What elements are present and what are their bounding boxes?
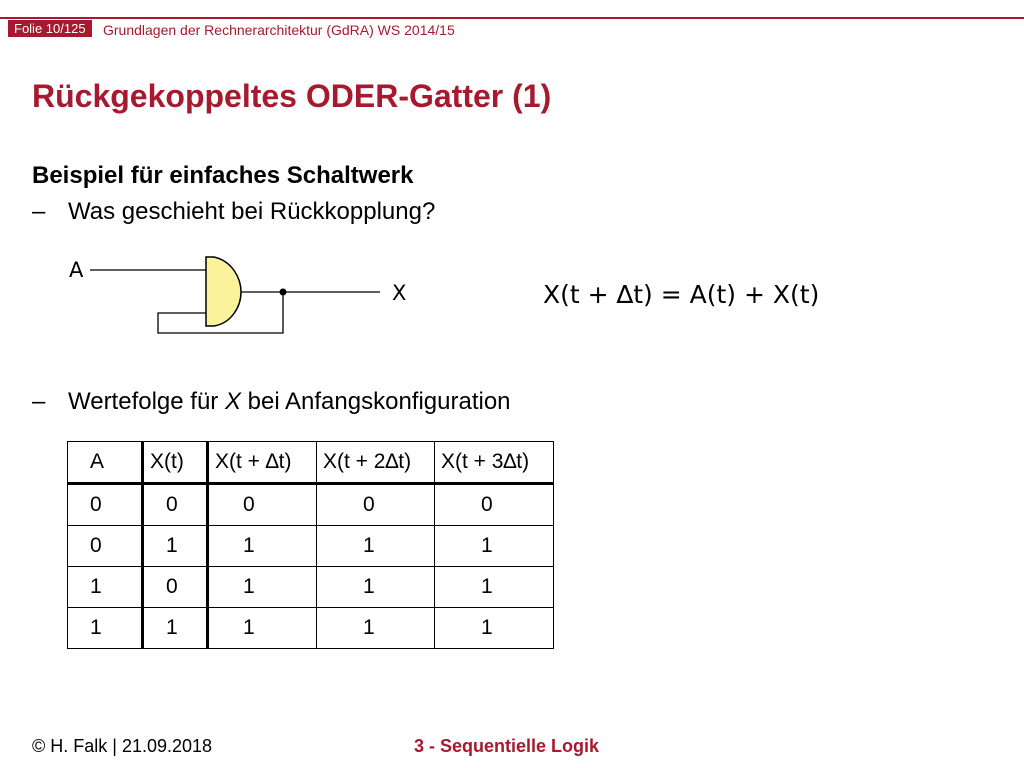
bullet-value-sequence [32,388,511,416]
table-cell: 1 [317,608,435,649]
slide-number-badge: Folie 10/125 [8,20,92,37]
output-x-label: X [392,281,407,305]
table-row [68,526,554,567]
table-cell: 0 [208,484,317,526]
table-cell: 1 [208,526,317,567]
table-cell: 1 [435,608,554,649]
col-header-xt2: X(t + 2∆t) [317,442,435,484]
table-row [68,567,554,608]
table-cell: 1 [68,608,143,649]
table-cell: 1 [208,567,317,608]
feedback-formula: X(t + ∆t) = A(t) + X(t) [543,280,820,309]
col-header-xt: X(t) [143,442,208,484]
slide-subtitle: Beispiel für einfaches Schaltwerk [32,162,414,189]
table-cell: 1 [208,608,317,649]
junction-dot [280,289,287,296]
table-cell: 0 [68,526,143,567]
table-cell: 1 [435,567,554,608]
col-header-xt3: X(t + 3∆t) [435,442,554,484]
input-a-label: A [69,258,84,282]
table-cell: 1 [143,608,208,649]
table-cell: 1 [143,526,208,567]
footer-chapter: 3 - Sequentielle Logik [414,736,600,756]
table-row [68,484,554,526]
course-title: Grundlagen der Rechnerarchitektur (GdRA) WS 2014/15 [103,22,455,38]
col-header-a: A [68,442,143,484]
bullet-text-suffix: bei Anfangskonfiguration [240,388,511,415]
bullet-text-prefix: Wertefolge für [68,388,225,415]
table-cell: 0 [143,484,208,526]
bullet-dash: – [32,388,46,415]
col-header-xt1: X(t + ∆t) [208,442,317,484]
bullet-dash: – [32,198,46,225]
table-header-row [68,442,554,484]
table-cell: 0 [435,484,554,526]
footer-author-date: © H. Falk | 21.09.2018 [32,736,213,756]
table-cell: 1 [317,567,435,608]
table-cell: 1 [317,526,435,567]
bullet-variable: X [224,388,241,415]
slide-title: Rückgekoppeltes ODER-Gatter (1) [32,78,552,114]
table-row [68,608,554,649]
table-cell: 1 [435,526,554,567]
or-gate-symbol [206,257,241,326]
table-cell: 1 [68,567,143,608]
table-cell: 0 [143,567,208,608]
truth-table [67,441,554,649]
table-cell: 0 [68,484,143,526]
table-cell: 0 [317,484,435,526]
bullet-text: Was geschieht bei Rückkopplung? [68,198,436,225]
